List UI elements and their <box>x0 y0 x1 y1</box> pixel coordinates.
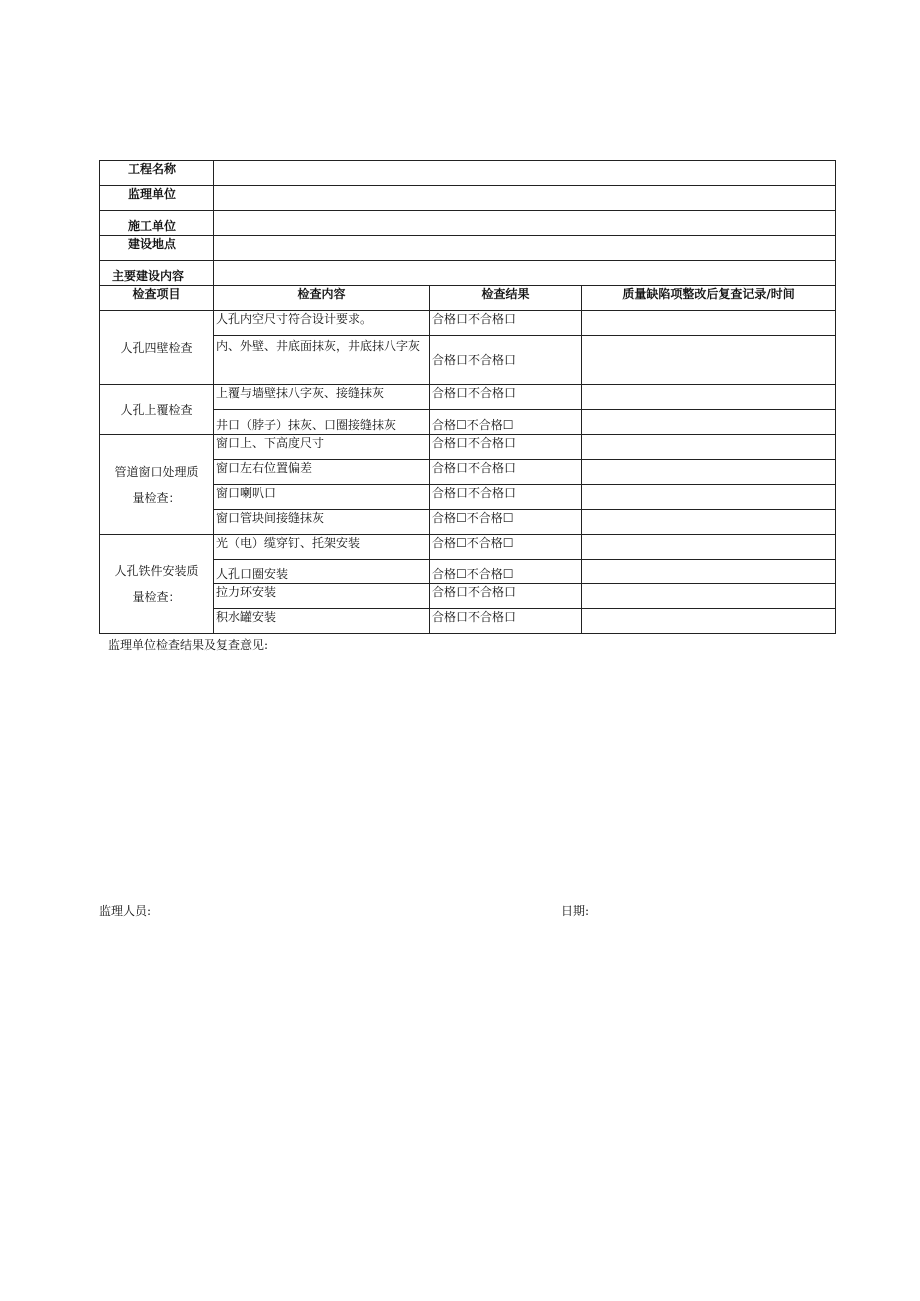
check-result[interactable]: 合格☐不合格☐ <box>430 510 582 535</box>
table-row <box>100 311 836 336</box>
category-manhole-fittings: 人孔铁件安装质量检查： <box>100 535 214 634</box>
record-cell[interactable] <box>582 485 836 510</box>
check-result[interactable]: 合格口不合格口 <box>430 385 582 410</box>
label-project-name: 工程名称 <box>100 161 214 186</box>
record-cell[interactable] <box>582 410 836 435</box>
record-cell[interactable] <box>582 560 836 584</box>
supervision-opinion-label: 监理单位检查结果及复查意见: <box>108 638 269 652</box>
header-row-construction-unit <box>100 211 836 236</box>
check-result[interactable]: 合格☐不合格☐ <box>430 535 582 560</box>
date-label: 日期: <box>561 904 590 918</box>
check-result[interactable]: 合格口不合格口 <box>430 435 582 460</box>
label-supervision-unit: 监理单位 <box>100 186 214 211</box>
check-content: 内、外壁、井底面抹灰，井底抹八字灰 <box>214 336 430 385</box>
check-content: 窗口管块间接缝抹灰 <box>214 510 430 535</box>
check-result[interactable]: 合格口不合格口 <box>430 460 582 485</box>
check-result[interactable]: 合格☐不合格☐ <box>430 560 582 584</box>
record-cell[interactable] <box>582 609 836 634</box>
record-cell[interactable] <box>582 336 836 385</box>
check-content: 窗口左右位置偏差 <box>214 460 430 485</box>
check-result[interactable]: 合格☐不合格☐ <box>430 410 582 435</box>
check-content: 光（电）缆穿钉、托架安装 <box>214 535 430 560</box>
record-cell[interactable] <box>582 510 836 535</box>
check-content: 窗口喇叭口 <box>214 485 430 510</box>
check-result[interactable]: 合格口不合格口 <box>430 609 582 634</box>
col-head-record: 质量缺陷项整改后复查记录/时间 <box>582 286 836 311</box>
category-manhole-walls: 人孔四壁检查 <box>100 311 214 385</box>
inspector-label: 监理人员: <box>99 904 152 918</box>
record-cell[interactable] <box>582 311 836 336</box>
label-main-content: 主要建设内容 <box>100 261 214 286</box>
check-content: 拉力环安装 <box>214 584 430 609</box>
label-site: 建设地点 <box>100 236 214 261</box>
check-content: 人孔内空尺寸符合设计要求。 <box>214 311 430 336</box>
check-content: 积水罐安装 <box>214 609 430 634</box>
record-cell[interactable] <box>582 435 836 460</box>
header-row-site <box>100 236 836 261</box>
table-row <box>100 535 836 560</box>
check-result[interactable]: 合格口不合格口 <box>430 485 582 510</box>
record-cell[interactable] <box>582 584 836 609</box>
check-content: 人孔口圈安装 <box>214 560 430 584</box>
check-content: 窗口上、下高度尺寸 <box>214 435 430 460</box>
value-site[interactable] <box>214 236 836 261</box>
col-head-result: 检查结果 <box>430 286 582 311</box>
category-duct-window: 管道窗口处理质量检查： <box>100 435 214 535</box>
header-row-main-content <box>100 261 836 286</box>
table-row <box>100 435 836 460</box>
record-cell[interactable] <box>582 535 836 560</box>
value-main-content[interactable] <box>214 261 836 286</box>
label-construction-unit: 施工单位 <box>100 211 214 236</box>
table-row <box>100 385 836 410</box>
value-project-name[interactable] <box>214 161 836 186</box>
col-head-content: 检查内容 <box>214 286 430 311</box>
inspection-form-table <box>99 160 836 634</box>
check-result[interactable]: 合格口不合格口 <box>430 584 582 609</box>
col-head-item: 检查项目 <box>100 286 214 311</box>
check-result[interactable]: 合格口不合格口 <box>430 311 582 336</box>
value-supervision-unit[interactable] <box>214 186 836 211</box>
header-row-project-name <box>100 161 836 186</box>
check-content: 井口（脖子）抹灰、口圈接缝抹灰 <box>214 410 430 435</box>
check-content: 上覆与墙壁抹八字灰、接缝抹灰 <box>214 385 430 410</box>
value-construction-unit[interactable] <box>214 211 836 236</box>
category-manhole-cover: 人孔上覆检查 <box>100 385 214 435</box>
header-row-supervision-unit <box>100 186 836 211</box>
check-result[interactable]: 合格口不合格口 <box>430 336 582 385</box>
record-cell[interactable] <box>582 460 836 485</box>
column-header-row <box>100 286 836 311</box>
record-cell[interactable] <box>582 385 836 410</box>
